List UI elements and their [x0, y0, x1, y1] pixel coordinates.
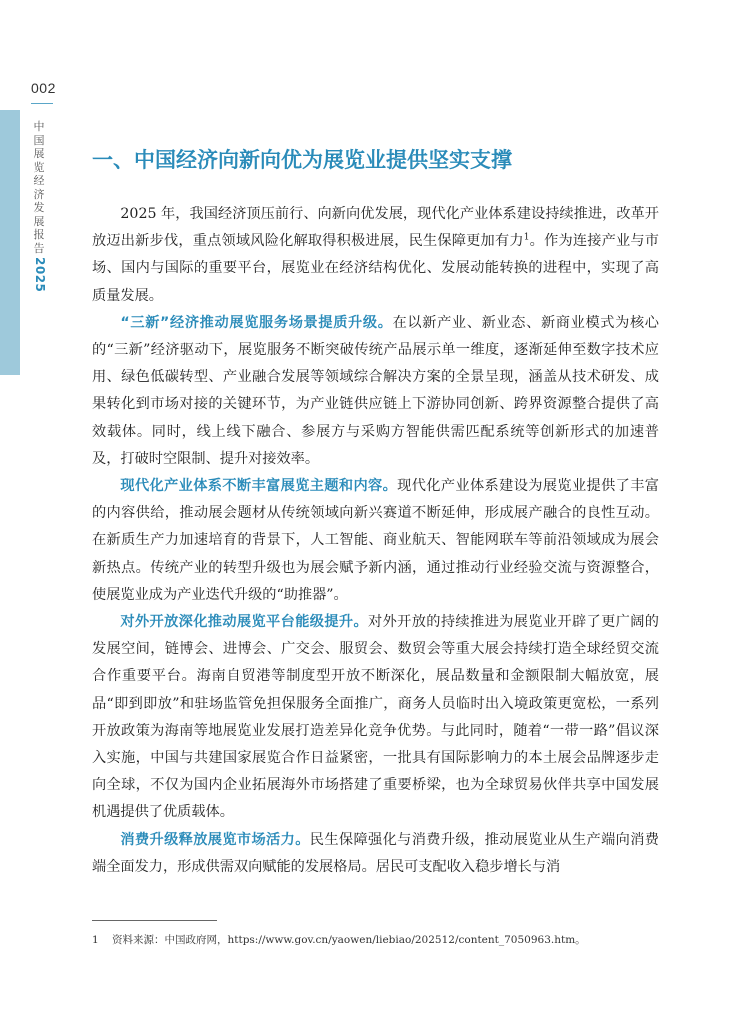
- footnote-ref[interactable]: 1: [523, 232, 530, 243]
- running-head-char: 览: [33, 160, 45, 174]
- paragraph-text: 2025 年，我国经济顶压前行、向新向优发展，现代化产业体系建设持续推进，改革开放迈出新步伐，重点领域风险化解取得积极进展，民生保障更加有力: [92, 206, 659, 250]
- body-text: [92, 201, 659, 881]
- paragraph-lead: 消费升级释放展览市场活力。: [120, 831, 310, 848]
- side-tab: [0, 110, 20, 375]
- side-rule: [31, 103, 53, 104]
- paragraph-lead: 现代化产业体系不断丰富展览主题和内容。: [120, 478, 398, 495]
- running-head-char: 经: [33, 174, 45, 187]
- paragraph-text: 在以新产业、新业态、新商业模式为核心的“三新”经济驱动下，展览服务不断突破传统产品展示单一维度，逐渐延伸至数字技术应用、绿色低碳转型、产业融合发展等领域综合解决方案的全景呈现，涵盖从技术研发、成果转化到市场对接的关键环节，为产业链供应链上下游协同创新、跨界资源整合提供了高效载体。同时，线上线下融合、参展方与采购方智能供需匹配系统等创新形式的加速普及，打破时空限制、提升对接效率。: [92, 314, 659, 467]
- paragraph-lead: 对外开放深化推动展览平台能级提升。: [120, 614, 369, 631]
- paragraph-text: 民生保障强化与消费升级，推动展览业从生产端向消费端全面发力，形成供需双向赋能的发展格局。居民可支配收入稳步增长与消: [92, 831, 659, 875]
- running-head-char: 济: [33, 187, 45, 201]
- running-head-char: 中: [33, 120, 45, 133]
- running-head-char: 国: [33, 133, 45, 147]
- paragraph-text: 对外开放的持续推进为展览业开辟了更广阔的发展空间，链博会、进博会、广交会、服贸会、数贸会等重大展会持续打造全球经贸交流合作重要平台。海南自贸港等制度型开放不断深化，展品数量和金额限制大幅放宽，展品“即到即放”和驻场监管免担保服务全面推广，商务人员临时出入境政策更宽松，一系列开放政策为海南等地展览业发展打造差异化竞争优势。与此同时，随着“一带一路”倡议深入实施，中国与共建国家展览合作日益紧密，一批具有国际影响力的本土展会品牌逐步走向全球，不仅为国内企业拓展海外市场搭建了重要桥梁，也为全球贸易伙伴共享中国发展机遇提供了优质载体。: [92, 614, 659, 821]
- paragraph-opening-up: [92, 609, 659, 827]
- running-head: [31, 120, 47, 292]
- page-number: 002: [31, 80, 56, 96]
- footnote-rule: [92, 920, 217, 921]
- running-head-year: 2025: [32, 257, 47, 293]
- running-head-char: 发: [33, 201, 45, 214]
- paragraph-consumption: [92, 827, 659, 881]
- paragraph-modern-industry: [92, 473, 659, 609]
- running-head-char: 报: [33, 228, 45, 241]
- paragraph-text: 。作为连接产业与市场、国内与国际的重要平台，展览业在经济结构优化、发展动能转换的进程中，实现了高质量发展。: [92, 233, 659, 304]
- footnote-number: 1: [92, 934, 99, 946]
- paragraph-three-new-economy: [92, 310, 659, 473]
- footnote-text[interactable]: 资料来源：中国政府网，https://www.gov.cn/yaowen/liebiao/202512/content_7050963.htm。: [112, 934, 586, 946]
- paragraph-text: 现代化产业体系建设为展览业提供了丰富的内容供给，推动展会题材从传统领域向新兴赛道不断延伸，形成展产融合的良性互动。在新质生产力加速培育的背景下，人工智能、商业航天、智能网联车等前沿领域成为展会新热点。传统产业的转型升级也为展会赋予新内涵，通过推动行业经验交流与资源整合，使展览业成为产业迭代升级的“助推器”。: [92, 478, 659, 603]
- paragraph-intro: [92, 201, 659, 310]
- footnote: [92, 933, 672, 948]
- running-head-char: 展: [33, 147, 45, 160]
- section-heading: 一、中国经济向新向优为展览业提供坚实支撑: [92, 148, 512, 172]
- paragraph-lead: “三新”经济推动展览服务场景提质升级。: [120, 314, 393, 331]
- running-head-char: 展: [33, 214, 45, 228]
- running-head-char: 告: [33, 241, 45, 255]
